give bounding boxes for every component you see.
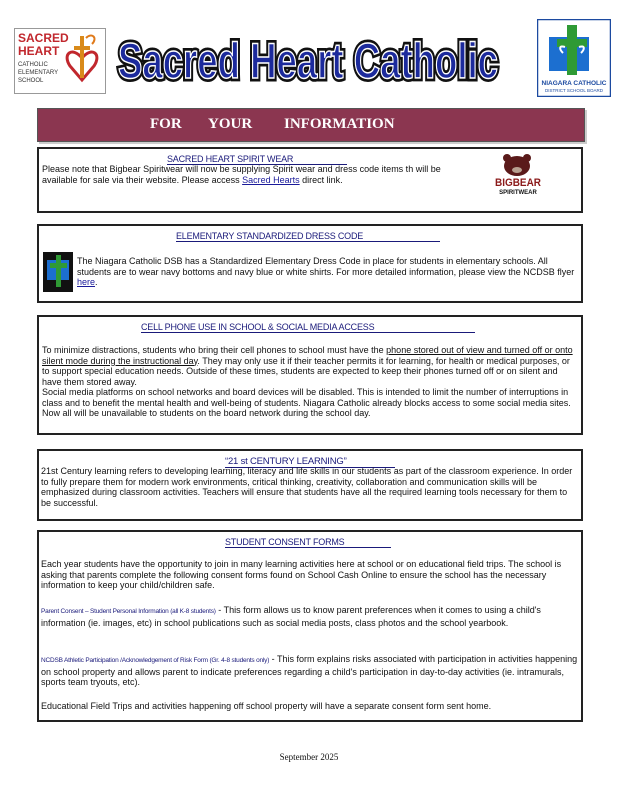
spiritwear-section bbox=[37, 147, 583, 213]
dresscode-text bbox=[77, 256, 577, 288]
century-learning-text: 21st Century learning refers to developing learning, literacy and life skills in our students as part of the classroom experience. In order to fully prepare them for modern work environments, critical thinking, creativity, collaboration and communication skills will be emphasized during classroom activities. Teachers will ensure that students have all the required learning tools necessary for them to be successful. bbox=[41, 466, 573, 508]
cellphone-p1-before: To minimize distractions, students who bring their cell phones to school must have the bbox=[42, 345, 387, 355]
logo-school: SCHOOL bbox=[18, 78, 44, 84]
footer-date: September 2025 bbox=[279, 752, 339, 762]
cellphone-p1-after: . They may only use it if their teacher permits it for learning, for health or medical purposes, or to support special education needs. Outside of these times, students are expected to keep their phones turned off or on silent and have them stored away. bbox=[42, 355, 570, 387]
bigbear-logo bbox=[487, 153, 549, 199]
banner-word-for: FOR bbox=[150, 116, 182, 132]
school-title-outline: Sacred Heart Catholic bbox=[118, 33, 498, 88]
niagara-catholic-logo-graphic bbox=[537, 19, 611, 97]
sacred-hearts-link[interactable]: Sacred Hearts bbox=[242, 174, 300, 185]
sacred-heart-logo bbox=[14, 28, 106, 94]
spiritwear-text bbox=[42, 164, 474, 185]
ncdsb-small-logo-graphic bbox=[43, 252, 73, 292]
ncdsb-flyer-link[interactable]: here bbox=[77, 277, 96, 287]
banner-word-information: INFORMATION bbox=[284, 116, 395, 132]
bigbear-logo-text: BIGBEAR bbox=[495, 177, 542, 189]
niagara-catholic-logo bbox=[537, 19, 611, 97]
school-title bbox=[116, 30, 500, 88]
logo-catholic: CATHOLIC bbox=[18, 62, 48, 68]
consent-forms-heading: STUDENT CONSENT FORMS bbox=[225, 537, 391, 548]
bigbear-logo-graphic bbox=[487, 153, 549, 199]
cellphone-paragraph-1 bbox=[42, 345, 578, 387]
bigbear-logo-subtext: SPIRITWEAR bbox=[499, 190, 537, 196]
athletic-form-text: - This form explains risks associated with participation in activities happening on school property and allows parent to indicate preferences regarding a child's participation in day-to-day activities (ie. intramurals, sports team tryouts, etc). bbox=[41, 654, 578, 687]
logo-elementary: ELEMENTARY bbox=[18, 70, 59, 76]
consent-closing: Educational Field Trips and activities happening off school property will have a separate consent form sent home. bbox=[41, 701, 492, 711]
parent-consent-form-text: - This form allows us to know parent preferences when it comes to using a child's information (ie. images, etc) in school publications such as social media posts, class photos and the school yearbook. bbox=[41, 605, 541, 628]
cellphone-paragraph-2: Social media platforms on school networks and board devices will be disabled. This is intended to limit the number of interruptions in class and to benefit the mental health and well-being of students. Niagara Catholic already blocks access to some social media sites. Now all will be unavailable to students on the board network during the school day. bbox=[42, 387, 571, 418]
spiritwear-text-before: Please note that Bigbear Spiritwear will now be supplying Spirit wear and dress code items th will be available for sale via their website. Please access bbox=[42, 164, 441, 185]
info-banner-text bbox=[38, 109, 584, 141]
dresscode-text-before: The Niagara Catholic DSB has a Standardized Elementary Dress Code in place for students in elementary schools. All students are to wear navy bottoms and navy blue or white shirts. For more detailed information, please view the NCDSB flyer bbox=[77, 256, 575, 277]
school-title-wordart bbox=[116, 30, 500, 88]
logo-niagara-catholic: NIAGARA CATHOLIC bbox=[541, 80, 607, 87]
consent-form-parent bbox=[41, 605, 578, 628]
banner-word-your: YOUR bbox=[208, 116, 253, 132]
parent-consent-form-title[interactable]: Parent Consent – Student Personal Information (all K-8 students) bbox=[41, 608, 216, 615]
info-banner bbox=[37, 108, 585, 142]
ncdsb-small-logo bbox=[43, 252, 73, 292]
spiritwear-heading: SACRED HEART SPIRIT WEAR bbox=[167, 154, 347, 165]
cellphone-heading: CELL PHONE USE IN SCHOOL & SOCIAL MEDIA ACCESS bbox=[141, 322, 475, 333]
spiritwear-text-after: direct link. bbox=[299, 174, 343, 185]
sacred-heart-logo-graphic bbox=[14, 28, 106, 94]
century-learning-heading: “21 st CENTURY LEARNING” bbox=[225, 456, 395, 468]
logo-district-board: DISTRICT SCHOOL BOARD bbox=[544, 88, 604, 93]
consent-form-athletic bbox=[41, 654, 578, 688]
cellphone-section bbox=[37, 315, 583, 435]
athletic-form-title[interactable]: NCDSB Athletic Participation /Acknowledgement of Risk Form (Gr. 4-8 students only) bbox=[41, 657, 270, 664]
logo-sacred: SACRED bbox=[18, 31, 69, 45]
logo-heart: HEART bbox=[18, 44, 60, 58]
dresscode-heading: ELEMENTARY STANDARDIZED DRESS CODE bbox=[176, 231, 440, 242]
consent-forms-section bbox=[37, 530, 583, 722]
school-title-text: Sacred Heart Catholic bbox=[118, 33, 498, 88]
cellphone-p1-emphasis: phone stored out of view and turned off or onto silent mode during the instructional day bbox=[42, 345, 573, 366]
dresscode-section bbox=[37, 224, 583, 303]
century-learning-section bbox=[37, 449, 583, 521]
consent-intro: Each year students have the opportunity to join in many learning activities here at school or on educational field trips. The school is asking that parents complete the following consent forms found on School Cash Online to ensure the school has the necessary information to keep your child/children safe. bbox=[41, 559, 562, 590]
dresscode-text-after: . bbox=[95, 277, 98, 287]
